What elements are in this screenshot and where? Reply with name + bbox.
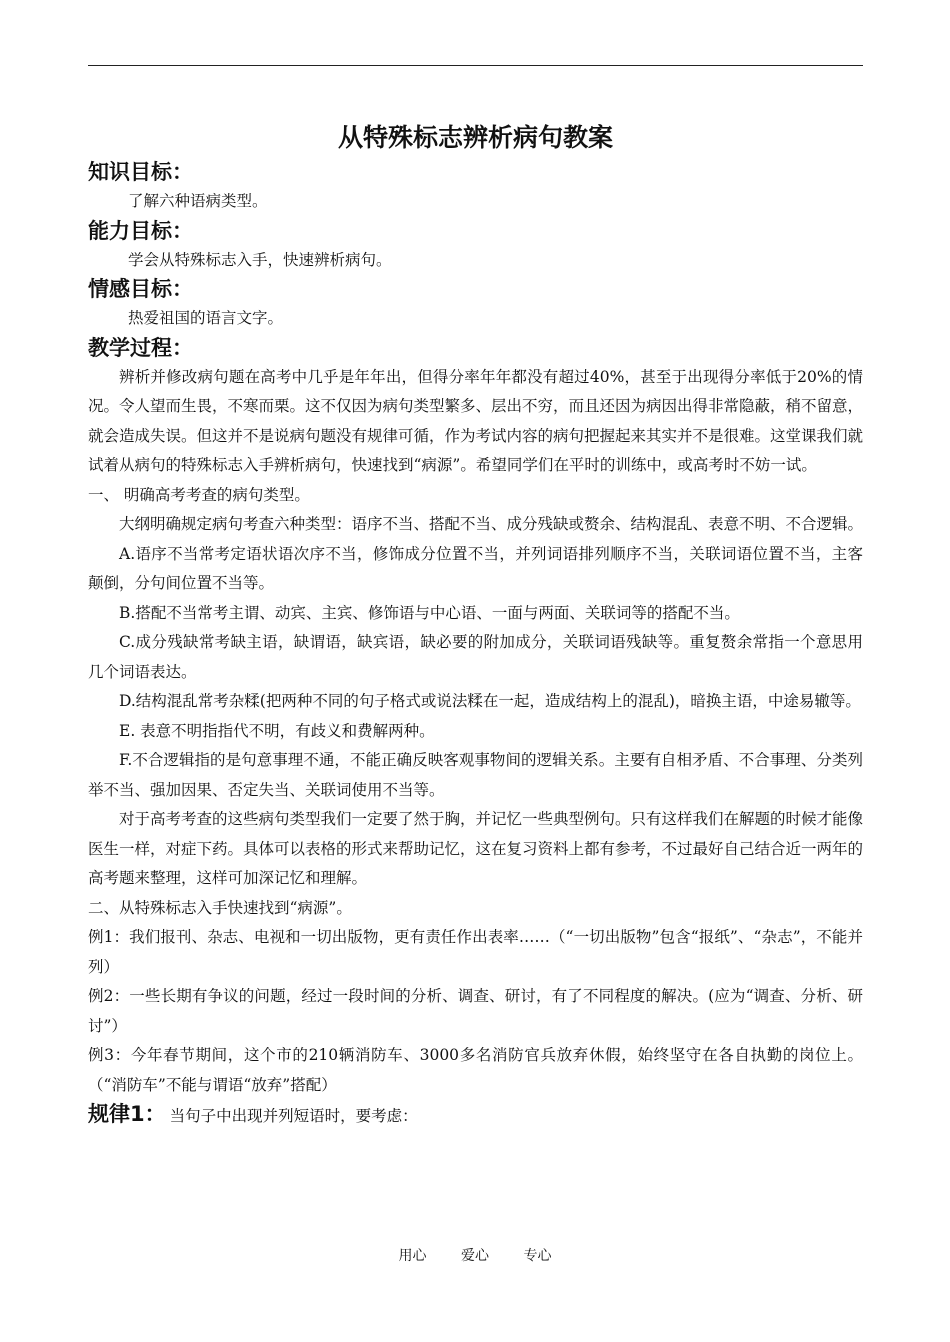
ability-goal: 学会从特殊标志入手，快速辨析病句。 bbox=[128, 250, 392, 269]
example-2: 例2：一些长期有争议的问题，经过一段时间的分析、调查、研讨，有了不同程度的解决。(应为“调查、分析、研讨”） bbox=[88, 987, 863, 1035]
heading-process: 教学过程： bbox=[88, 335, 193, 360]
footer-right: 专心 bbox=[523, 1248, 552, 1264]
rule-1-label: 规律1： bbox=[88, 1102, 166, 1126]
intro-paragraph: 辨析并修改病句题在高考中几乎是年年出，但得分率年年都没有超过40%，甚至于出现得分率低于20%的情况。令人望而生畏，不寒而栗。这不仅因为病句类型繁多、层出不穷，而且还因为病因出得非常隐蔽，稍不留意，就会造成失误。但这并不是说病句题没有规律可循，作为考试内容的病句把握起来其实并不是很难。这堂课我们就试着从病句的特殊标志入手辨析病句，快速找到“病源”。希望同学们在平时的训练中，或高考时不妨一试。 bbox=[88, 367, 864, 474]
type-e: E. 表意不明指指代不明，有歧义和费解两种。 bbox=[119, 721, 435, 740]
heading-knowledge: 知识目标： bbox=[88, 160, 193, 184]
document-body bbox=[88, 118, 863, 1132]
type-a: A.语序不当常考定语状语次序不当，修饰成分位置不当，并列词语排列顺序不当，关联词语位置不当，主客颠倒，分句间位置不当等。 bbox=[88, 544, 863, 592]
section-one-heading: 一、 明确高考考查的病句类型。 bbox=[88, 485, 310, 504]
rule-1 bbox=[88, 1100, 863, 1132]
type-b: B.搭配不当常考主谓、动宾、主宾、修饰语与中心语、一面与两面、关联词等的搭配不当。 bbox=[119, 603, 740, 622]
emotion-goal: 热爱祖国的语言文字。 bbox=[128, 309, 284, 327]
rule-1-text: 当句子中出现并列短语时，要考虑： bbox=[169, 1107, 418, 1125]
footer-middle: 爱心 bbox=[461, 1248, 489, 1264]
heading-emotion: 情感目标： bbox=[88, 277, 193, 301]
section-two-heading: 二、从特殊标志入手快速找到“病源”。 bbox=[88, 898, 352, 917]
knowledge-goal: 了解六种语病类型。 bbox=[128, 192, 268, 210]
document-title: 从特殊标志辨析病句教案 bbox=[337, 123, 613, 152]
header-rule bbox=[88, 65, 863, 66]
type-c: C.成分残缺常考缺主语，缺谓语，缺宾语，缺必要的附加成分，关联词语残缺等。重复赘余常指一个意思用几个词语表达。 bbox=[88, 633, 863, 681]
section-one-paragraph: 大纲明确规定病句考查六种类型：语序不当、搭配不当、成分残缺或赘余、结构混乱、表意不明、不合逻辑。 bbox=[119, 515, 864, 533]
heading-ability: 能力目标： bbox=[88, 218, 193, 243]
example-3: 例3：今年春节期间，这个市的210辆消防车、3000多名消防官兵放弃休假，始终坚守在各自执勤的岗位上。（“消防车”不能与谓语“放弃”搭配） bbox=[88, 1046, 863, 1094]
type-d: D.结构混乱常考杂糅(把两种不同的句子格式或说法糅在一起，造成结构上的混乱)，暗换主语，中途易辙等。 bbox=[119, 692, 861, 710]
example-1: 例1：我们报刊、杂志、电视和一切出版物，更有责任作出表率……（“一切出版物”包含“报纸”、“杂志”，不能并列） bbox=[88, 928, 863, 976]
type-f: F.不合逻辑指的是句意事理不通，不能正确反映客观事物间的逻辑关系。主要有自相矛盾、不合事理、分类列举不当、强加因果、否定失当、关联词使用不当等。 bbox=[88, 751, 863, 799]
summary-paragraph: 对于高考考查的这些病句类型我们一定要了然于胸，并记忆一些典型例句。只有这样我们在解题的时候才能像医生一样，对症下药。具体可以表格的形式来帮助记忆，这在复习资料上都有参考，不过最好自己结合近一两年的高考题来整理，这样可加深记忆和理解。 bbox=[88, 810, 864, 887]
page-footer bbox=[0, 1246, 950, 1266]
footer-left: 用心 bbox=[398, 1248, 427, 1264]
